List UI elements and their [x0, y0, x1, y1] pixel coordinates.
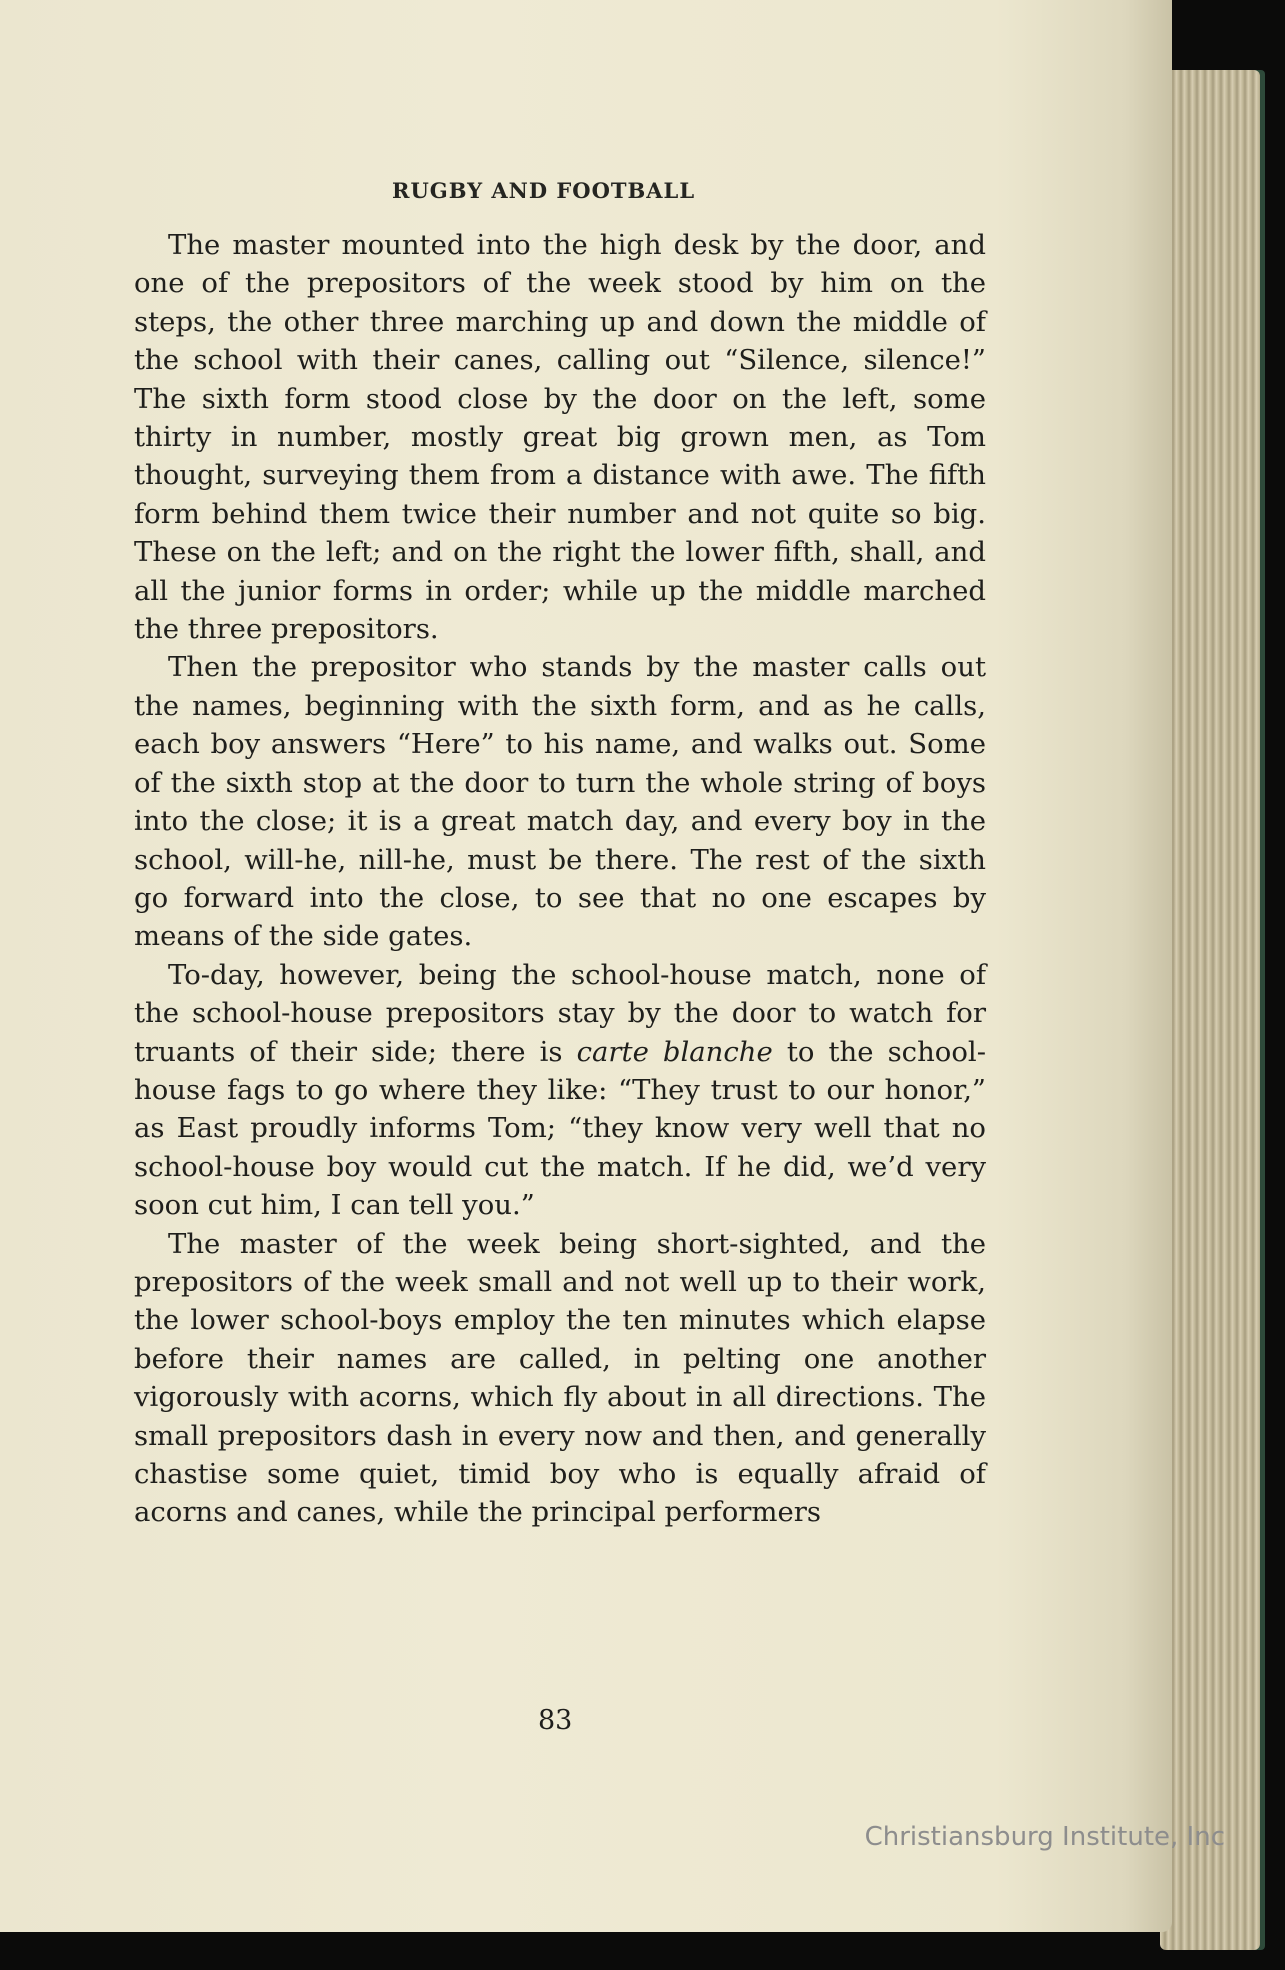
page-number: 83 [538, 1705, 573, 1736]
running-head: RUGBY AND FOOTBALL [392, 178, 696, 203]
italic-phrase: carte blanche [576, 1035, 773, 1068]
paragraph: Then the prepositor who stands by the master calls out the names, beginning with the sixth form, and as he calls, each boy answers “Here” to his name, and walks out. Some of the sixth stop at the door to turn the whole string of boys into the close; it is a great match day, and every boy in the school, will-he, nill-he, must be there. The rest of the sixth go forward into the close, to see that no one escapes by means of the side gates. [134, 651, 986, 953]
page-block-edges [1160, 70, 1260, 1950]
paragraph-text: To-day, however, being the school-house match, none of the school-house prepositors stay by the door to watch for truants of their side; there is [134, 958, 986, 1068]
paragraph: The master mounted into the high desk by the door, and one of the prepositors of the week stood by him on the steps, the other three marching up and down the middle of the school with their canes, calling out “Silence, silence!” The sixth form stood close by the door on the left, some thirty in number, mostly great big grown men, as Tom thought, surveying them from a distance with awe. The fifth form behind them twice their number and not quite so big. These on the left; and on the right the lower fifth, shall, and all the junior forms in order; while up the middle marched the three prepositors. [134, 229, 986, 646]
watermark: Christiansburg Institute, Inc [864, 1822, 1225, 1852]
paragraph: The master of the week being short-sighted, and the prepositors of the week small and not well up to their work, the lower school-boys employ the ten minutes which elapse before their names are called, in pelting one another vigorously with acorns, which fly about in all directions. The small prepositors dash in every now and then, and generally chastise some quiet, timid boy who is equally afraid of acorns and canes, while the principal performers [134, 1227, 986, 1529]
paragraph [134, 956, 986, 1225]
body-text [134, 226, 986, 1532]
paragraph-text: to the school-house fags to go where they like: “They trust to our honor,” as East proudly informs Tom; “they know very well that no school-house boy would cut the match. If he did, we’d very soon cut him, I can tell you.” [134, 1035, 987, 1222]
